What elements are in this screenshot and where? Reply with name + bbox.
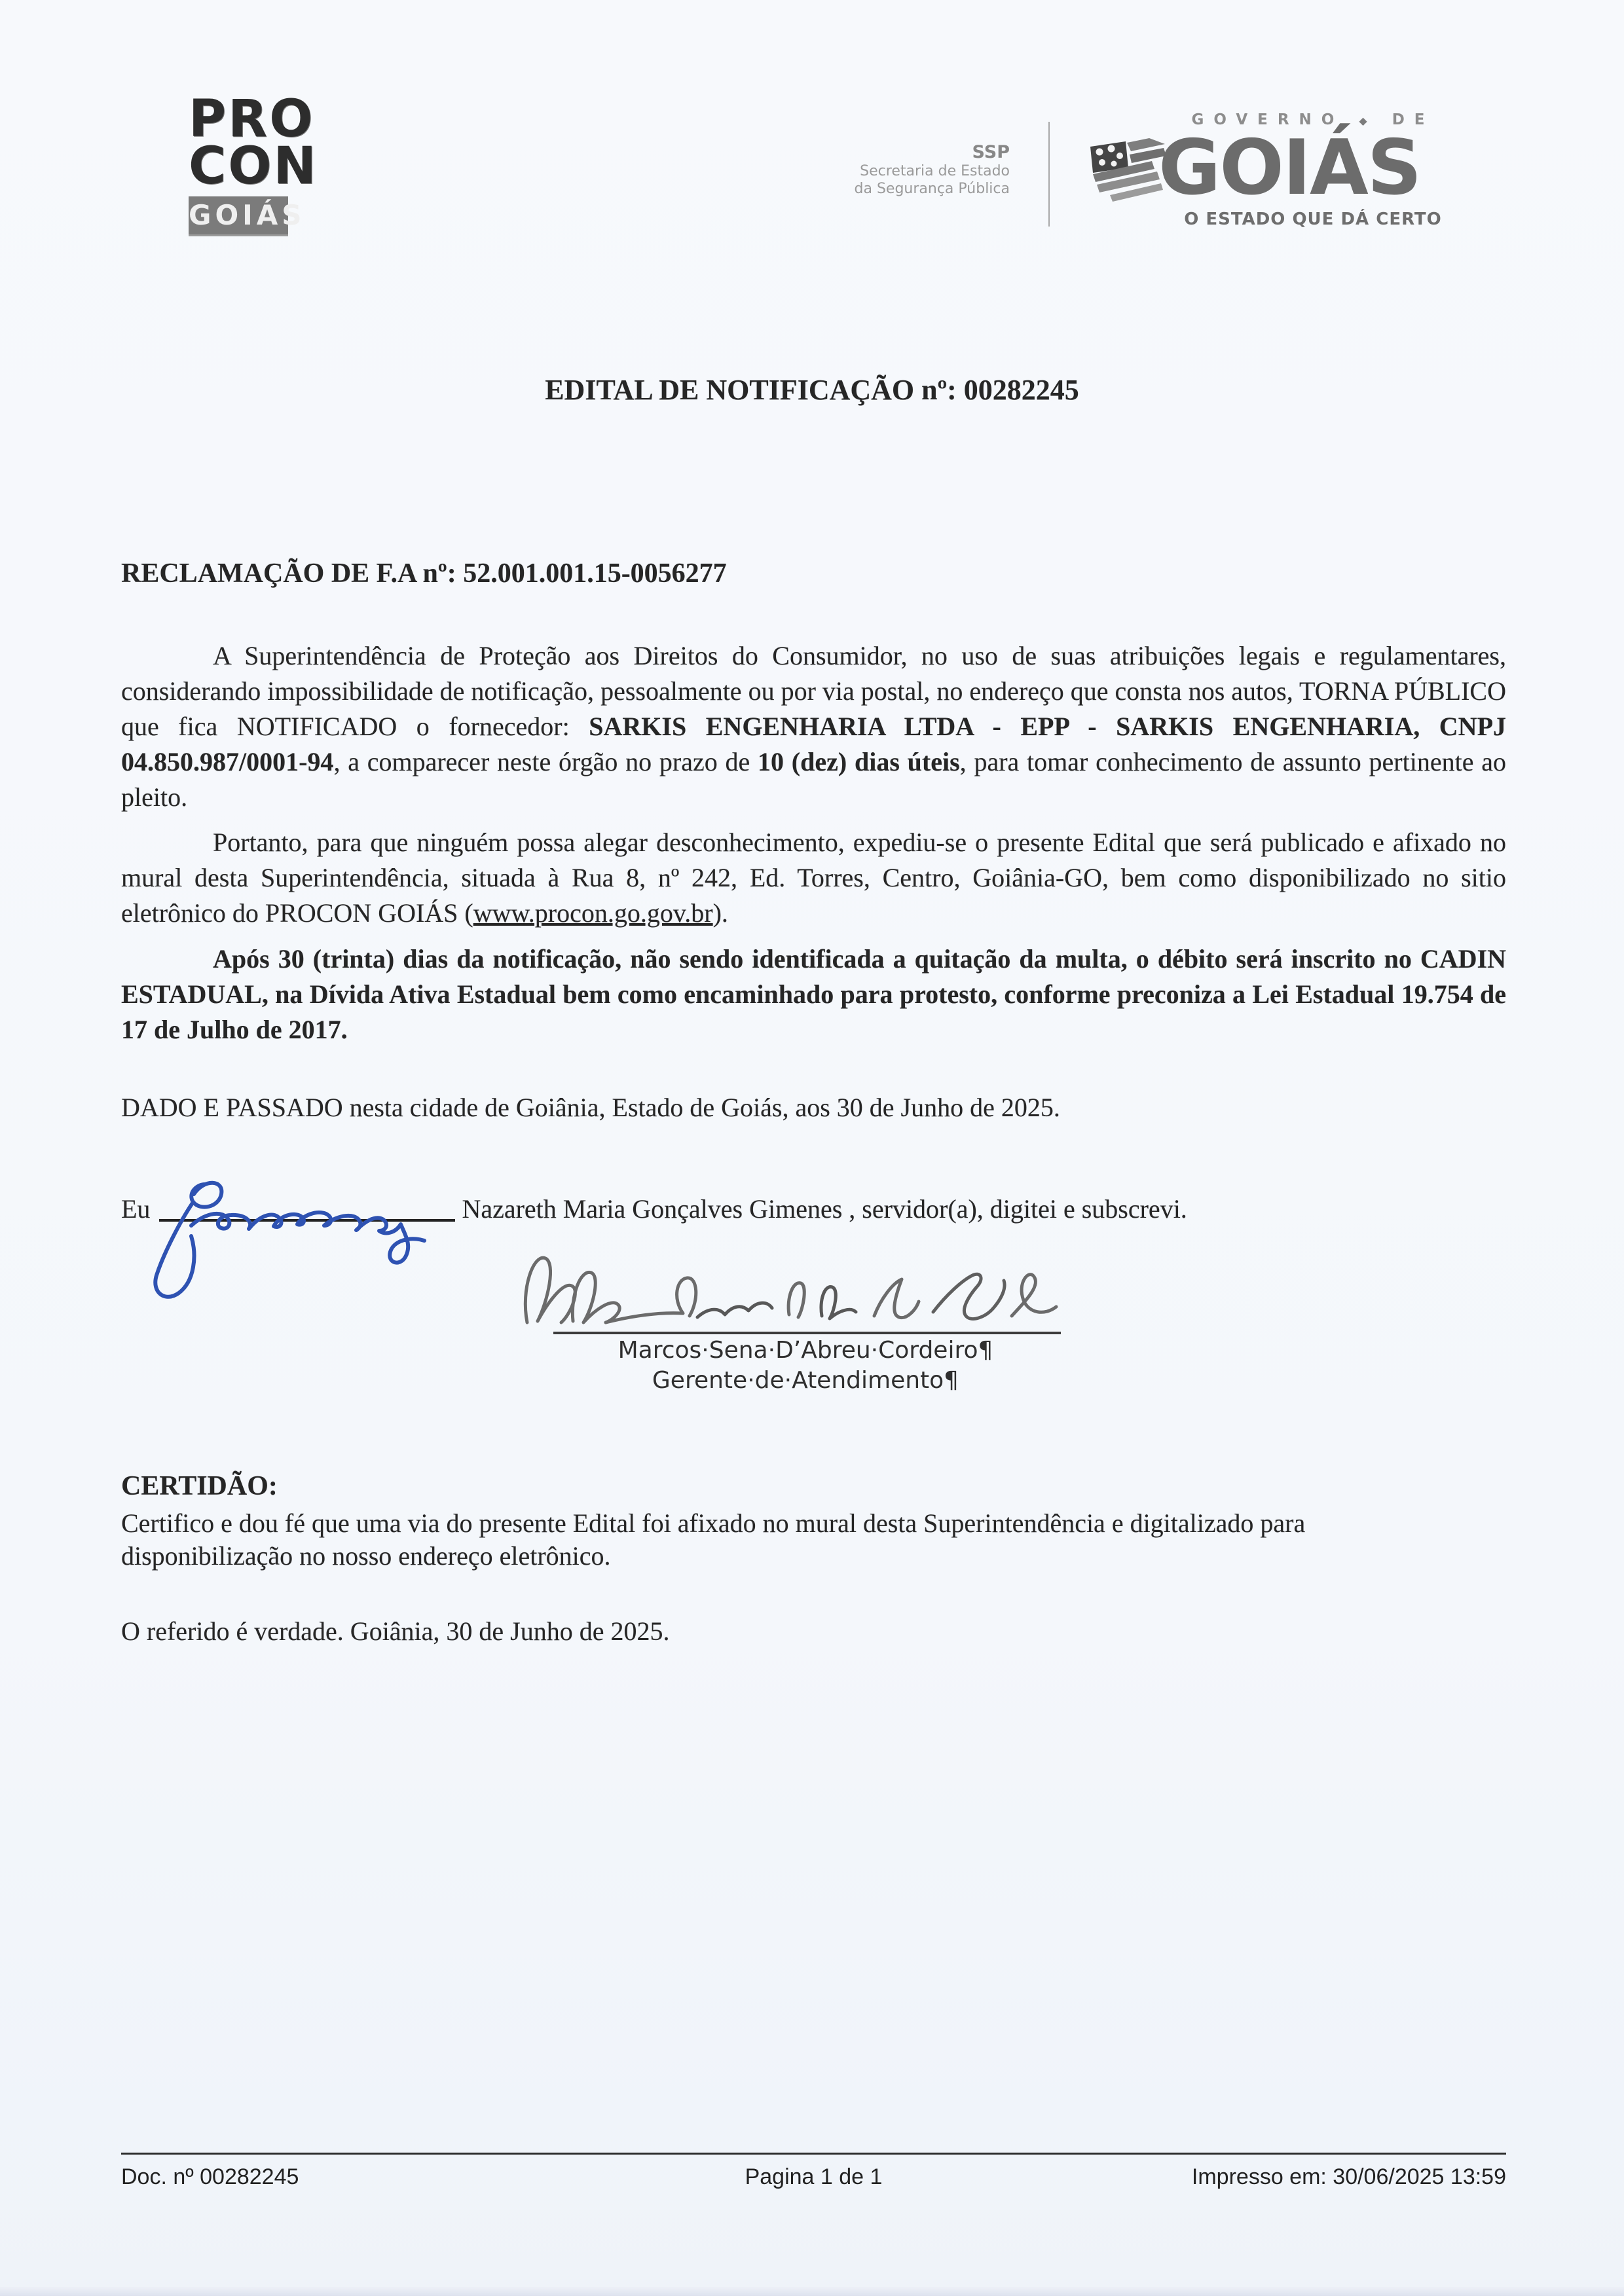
clerk-statement-line: [121, 1192, 1506, 1224]
header-divider: [1048, 122, 1050, 227]
ssp-abbr: SSP: [972, 142, 1010, 162]
complaint-number-line: RECLAMAÇÃO DE F.A nº: 52.001.001.15-0056277: [121, 558, 727, 589]
footer-doc-number: Doc. nº 00282245: [121, 2164, 299, 2189]
certidao-closing: O referido é verdade. Goiânia, 30 de Junho de 2025.: [121, 1616, 670, 1646]
goias-slogan: O ESTADO QUE DÁ CERTO: [1184, 210, 1442, 229]
procon-logo-banner: GOIÁS: [189, 196, 288, 234]
clerk-statement: Nazareth Maria Gonçalves Gimenes , servidor(a), digitei e subscrevi.: [462, 1194, 1187, 1224]
paragraph-penalty: Após 30 (trinta) dias da notificação, não sendo identificada a quitação da multa, o débito será inscrito no CADIN ESTADUAL, na Dívida Ativa Estadual bem como encaminhado para protesto, conforme preconiza a Lei Estadual 19.754 de 17 de Julho de 2017.: [121, 944, 1506, 1044]
paragraph-notification: A Superintendência de Proteção aos Direitos do Consumidor, no uso de suas atribuições legais e regulamentares, considerando impossibilidade de notificação, pessoalmente ou por via postal, no endereço que consta nos autos, TORNA PÚBLICO que fica NOTIFICADO o fornecedor: SARKIS ENGENHARIA LTDA - EPP - SARKIS ENGENHARIA, CNPJ 04.850.987/0001-94, a comparecer neste órgão no prazo de 10 (dez) dias úteis, para tomar conhecimento de assunto pertinente ao pleito.: [121, 641, 1506, 812]
procon-logo-line2: CON: [189, 137, 318, 196]
ssp-dept-line1: Secretaria de Estado: [860, 163, 1010, 179]
kicker-de: DE: [1392, 111, 1435, 128]
manager-name: Marcos·Sena·D’Abreu·Cordeiro¶: [618, 1337, 993, 1364]
manager-signature-line: [553, 1332, 1061, 1334]
procon-goias-logo: [189, 90, 318, 234]
scan-bottom-edge: [0, 2287, 1624, 2296]
procon-logo-line1: PRO: [189, 90, 315, 149]
certidao-heading: CERTIDÃO:: [121, 1471, 278, 1501]
clerk-signature-line: [159, 1192, 455, 1222]
issued-statement: DADO E PASSADO nesta cidade de Goiânia, Estado de Goiás, aos 30 de Junho de 2025.: [121, 1093, 1060, 1122]
goias-wordmark: GOIÁS: [1158, 124, 1421, 212]
footer-rule: [121, 2153, 1506, 2155]
manager-role: Gerente·de·Atendimento¶: [652, 1367, 959, 1394]
ssp-header-block: [773, 143, 1010, 198]
paragraph-publication: Portanto, para que ninguém possa alegar desconhecimento, expediu-se o presente Edital que será publicado e afixado no mural desta Superintendência, situada à Rua 8, nº 242, Ed. Torres, Centro, Goiânia-GO, bem como disponibilizado no sitio eletrônico do PROCON GOIÁS (www.procon.go.gov.br).: [121, 828, 1506, 928]
governo-goias-logo: [1084, 111, 1464, 229]
goias-flag-icon: [1084, 130, 1168, 207]
manager-identity-block: [452, 1336, 1159, 1396]
footer-printed-timestamp: Impresso em: 30/06/2025 13:59: [1191, 2164, 1506, 2189]
kicker-governo: GOVERNO: [1191, 111, 1344, 128]
footer-page-info: Pagina 1 de 1: [745, 2164, 883, 2189]
certidao-body: Certifico e dou fé que uma via do presente Edital foi afixado no mural desta Superintendência e digitalizado para disponibilização no nosso endereço eletrônico.: [121, 1508, 1306, 1571]
document-title: EDITAL DE NOTIFICAÇÃO nº: 00282245: [545, 374, 1079, 406]
ssp-dept-line2: da Segurança Pública: [854, 181, 1010, 197]
footer: [121, 2164, 1506, 2190]
flag-bullet-icon: ◆: [1359, 115, 1377, 127]
manager-handwritten-signature: [507, 1243, 1071, 1336]
clerk-prefix: Eu: [121, 1194, 151, 1224]
